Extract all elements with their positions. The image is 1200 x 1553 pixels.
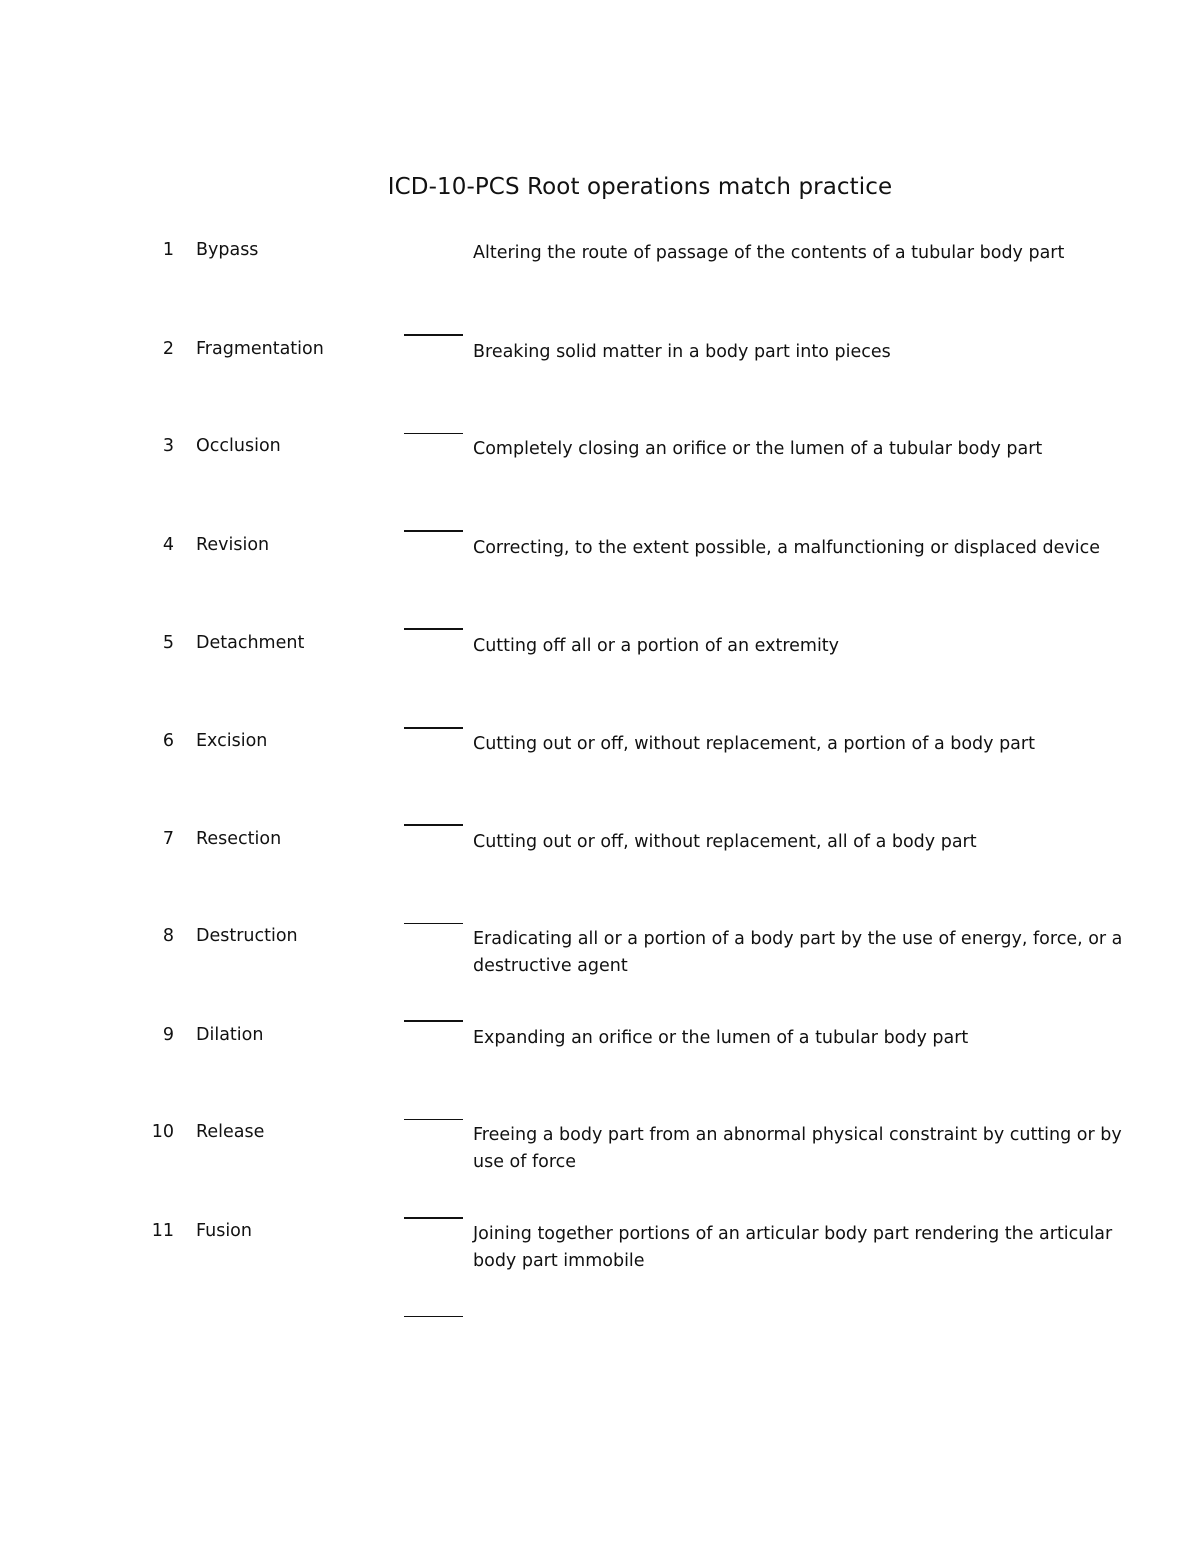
list-item [0, 829, 1200, 889]
item-term: Bypass [196, 240, 259, 260]
answer-blank-line[interactable] [404, 1020, 463, 1022]
item-number: 4 [162, 535, 174, 555]
item-definition: Freeing a body part from an abnormal physical constraint by cutting or by use of force [473, 1125, 1122, 1172]
list-item [0, 633, 1200, 693]
page-title: ICD-10-PCS Root operations match practice [387, 174, 893, 200]
item-term: Destruction [196, 926, 298, 946]
item-number: 9 [162, 1025, 174, 1045]
item-term: Resection [196, 829, 282, 849]
item-term: Occlusion [196, 436, 281, 456]
answer-blank-line[interactable] [404, 334, 463, 336]
answer-blank-line[interactable] [404, 433, 463, 434]
item-number: 8 [162, 926, 174, 946]
item-term: Excision [196, 731, 268, 751]
item-term: Revision [196, 535, 270, 555]
item-term: Fragmentation [196, 339, 324, 359]
item-definition: Cutting out or off, without replacement, a portion of a body part [473, 734, 1035, 754]
item-definition: Cutting off all or a portion of an extremity [473, 636, 840, 656]
item-definition: Expanding an orifice or the lumen of a tubular body part [473, 1028, 969, 1048]
list-item [0, 731, 1200, 791]
list-item [0, 240, 1200, 300]
list-item [0, 535, 1200, 595]
item-number: 11 [151, 1221, 174, 1241]
item-number: 7 [162, 829, 174, 849]
list-item [0, 436, 1200, 496]
item-number: 2 [162, 339, 174, 359]
answer-blank-line[interactable] [404, 824, 463, 826]
item-term: Detachment [196, 633, 305, 653]
answer-blank-line[interactable] [404, 1119, 463, 1120]
answer-blank-line[interactable] [404, 1217, 463, 1219]
list-item [0, 339, 1200, 399]
item-definition: Altering the route of passage of the contents of a tubular body part [473, 243, 1065, 263]
answer-blank-line[interactable] [404, 727, 463, 729]
list-item [0, 1221, 1200, 1281]
answer-blank-line[interactable] [404, 628, 463, 630]
item-term: Dilation [196, 1025, 264, 1045]
item-definition: Eradicating all or a portion of a body part by the use of energy, force, or a destructive agent [473, 929, 1123, 976]
item-term: Release [196, 1122, 265, 1142]
item-definition: Joining together portions of an articular body part rendering the articular body part immobile [473, 1224, 1113, 1271]
item-definition: Correcting, to the extent possible, a malfunctioning or displaced device [473, 538, 1101, 558]
item-definition: Completely closing an orifice or the lumen of a tubular body part [473, 439, 1043, 459]
item-number: 6 [162, 731, 174, 751]
answer-blank-line[interactable] [404, 923, 463, 924]
answer-blank-line[interactable] [404, 530, 463, 532]
item-number: 5 [162, 633, 174, 653]
item-number: 10 [151, 1122, 174, 1142]
item-term: Fusion [196, 1221, 252, 1241]
item-number: 3 [162, 436, 174, 456]
answer-blank-line[interactable] [404, 1316, 463, 1317]
item-definition: Breaking solid matter in a body part into pieces [473, 342, 891, 362]
list-item [0, 1122, 1200, 1182]
list-item [0, 1025, 1200, 1085]
item-number: 1 [162, 240, 174, 260]
list-item [0, 926, 1200, 986]
item-definition: Cutting out or off, without replacement, all of a body part [473, 832, 977, 852]
